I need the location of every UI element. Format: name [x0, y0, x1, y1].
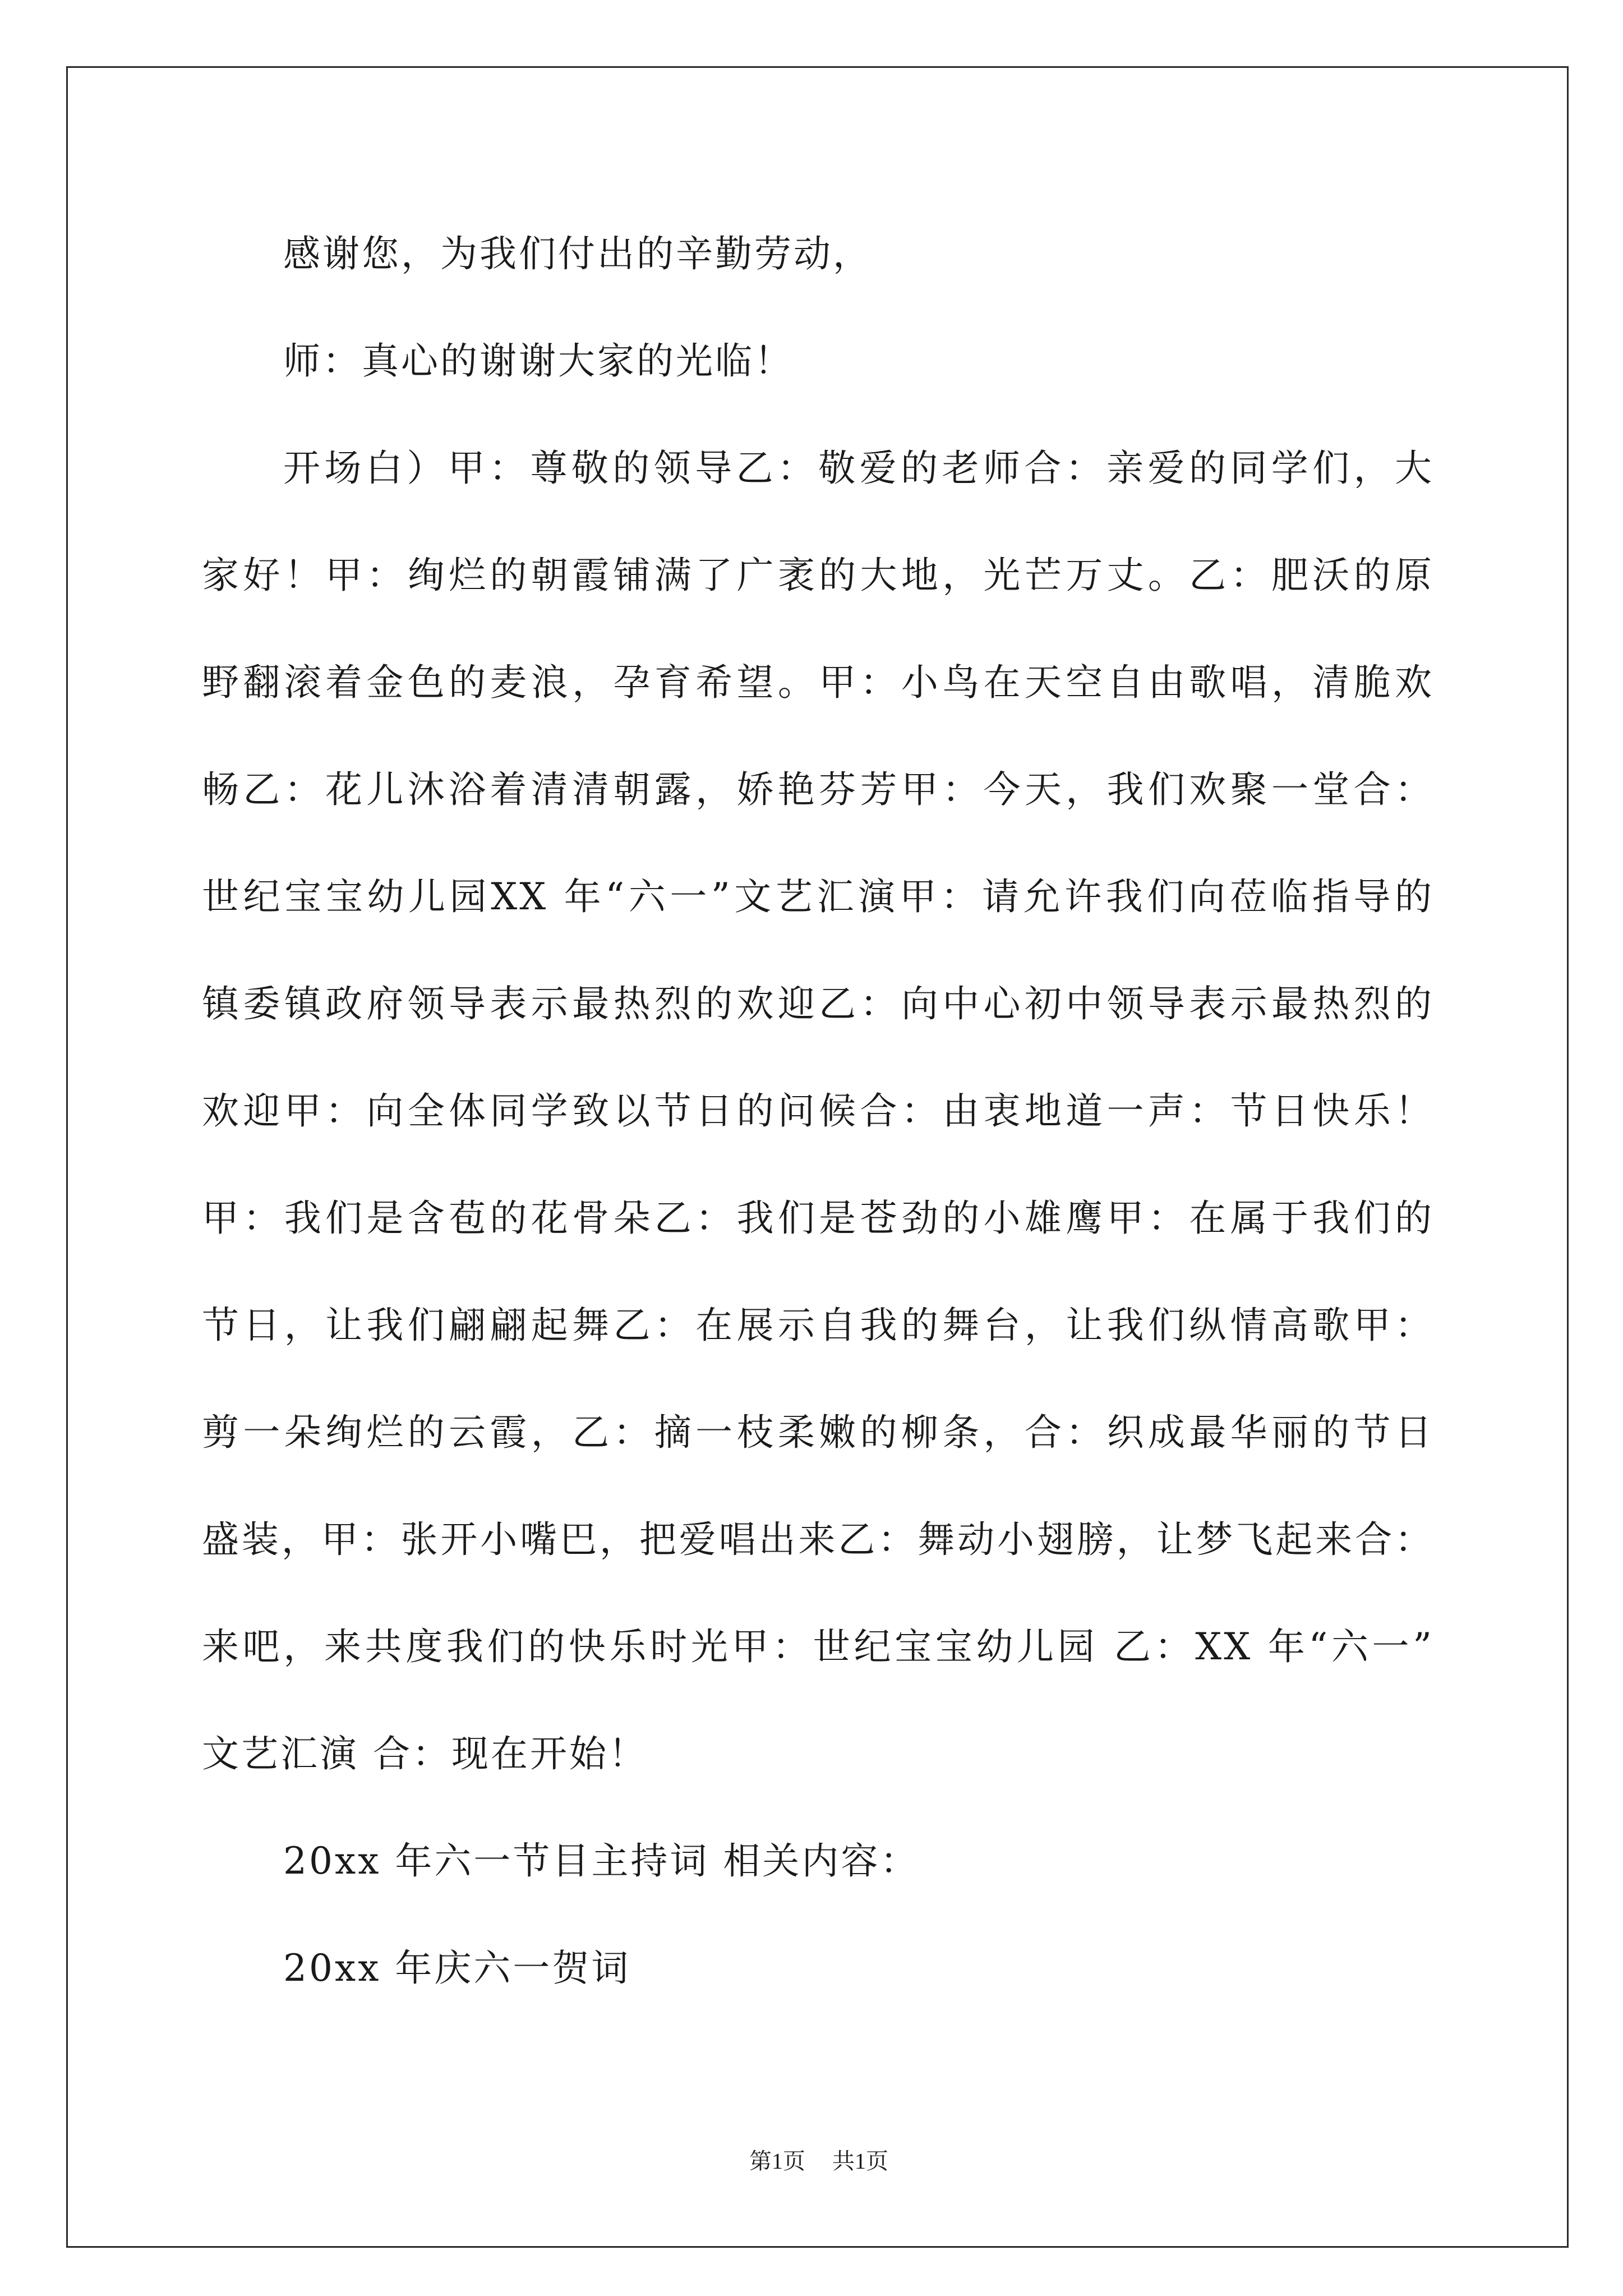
paragraph: [202, 415, 1434, 1807]
body-line: 野翻滚着金色的麦浪，孕育希望。甲：小鸟在天空自由歌唱，清脆欢: [202, 661, 1434, 704]
body-line: 甲：我们是含苞的花骨朵乙：我们是苍劲的小雄鹰甲：在属于我们的: [202, 1197, 1434, 1240]
paragraph: [202, 1915, 1434, 2022]
body-line: 师：真心的谢谢大家的光临！: [283, 339, 794, 383]
body-line: 欢迎甲：向全体同学致以节日的问候合：由衷地道一声：节日快乐！: [202, 1089, 1434, 1133]
body-line: 家好！甲：绚烂的朝霞铺满了广袤的大地，光芒万丈。乙：肥沃的原: [202, 554, 1434, 597]
page-footer: [0, 2147, 1623, 2175]
page-number: 第1页: [749, 2148, 805, 2174]
body-line: 剪一朵绚烂的云霞，乙：摘一枝柔嫩的柳条，合：织成最华丽的节日: [202, 1411, 1434, 1454]
body-line: 感谢您，为我们付出的辛勤劳动，: [283, 232, 872, 275]
paragraph: [202, 1807, 1434, 1915]
related-content-heading: 20xx 年六一节目主持词 相关内容：: [283, 1839, 920, 1883]
body-line: 镇委镇政府领导表示最热烈的欢迎乙：向中心初中领导表示最热烈的: [202, 982, 1434, 1025]
document-body: [202, 200, 1434, 2022]
body-line: 来吧，来共度我们的快乐时光甲：世纪宝宝幼儿园 乙：XX 年“六一”: [202, 1625, 1434, 1668]
body-line: 节日，让我们翩翩起舞乙：在展示自我的舞台，让我们纵情高歌甲：: [202, 1304, 1434, 1347]
body-line: 盛装，甲：张开小嘴巴，把爱唱出来乙：舞动小翅膀，让梦飞起来合：: [202, 1518, 1434, 1561]
paragraph: [202, 200, 1434, 307]
body-line: 畅乙：花儿沐浴着清清朝露，娇艳芬芳甲：今天，我们欢聚一堂合：: [202, 768, 1434, 811]
page-total: 共1页: [832, 2148, 888, 2174]
body-line: 开场白）甲：尊敬的领导乙：敬爱的老师合：亲爱的同学们，大: [283, 447, 1434, 490]
body-line: 文艺汇演 合：现在开始！: [202, 1732, 648, 1775]
paragraph: [202, 307, 1434, 415]
related-link[interactable]: 20xx 年庆六一贺词: [283, 1947, 631, 1990]
body-line: 世纪宝宝幼儿园XX 年“六一”文艺汇演甲：请允许我们向莅临指导的: [202, 875, 1434, 918]
